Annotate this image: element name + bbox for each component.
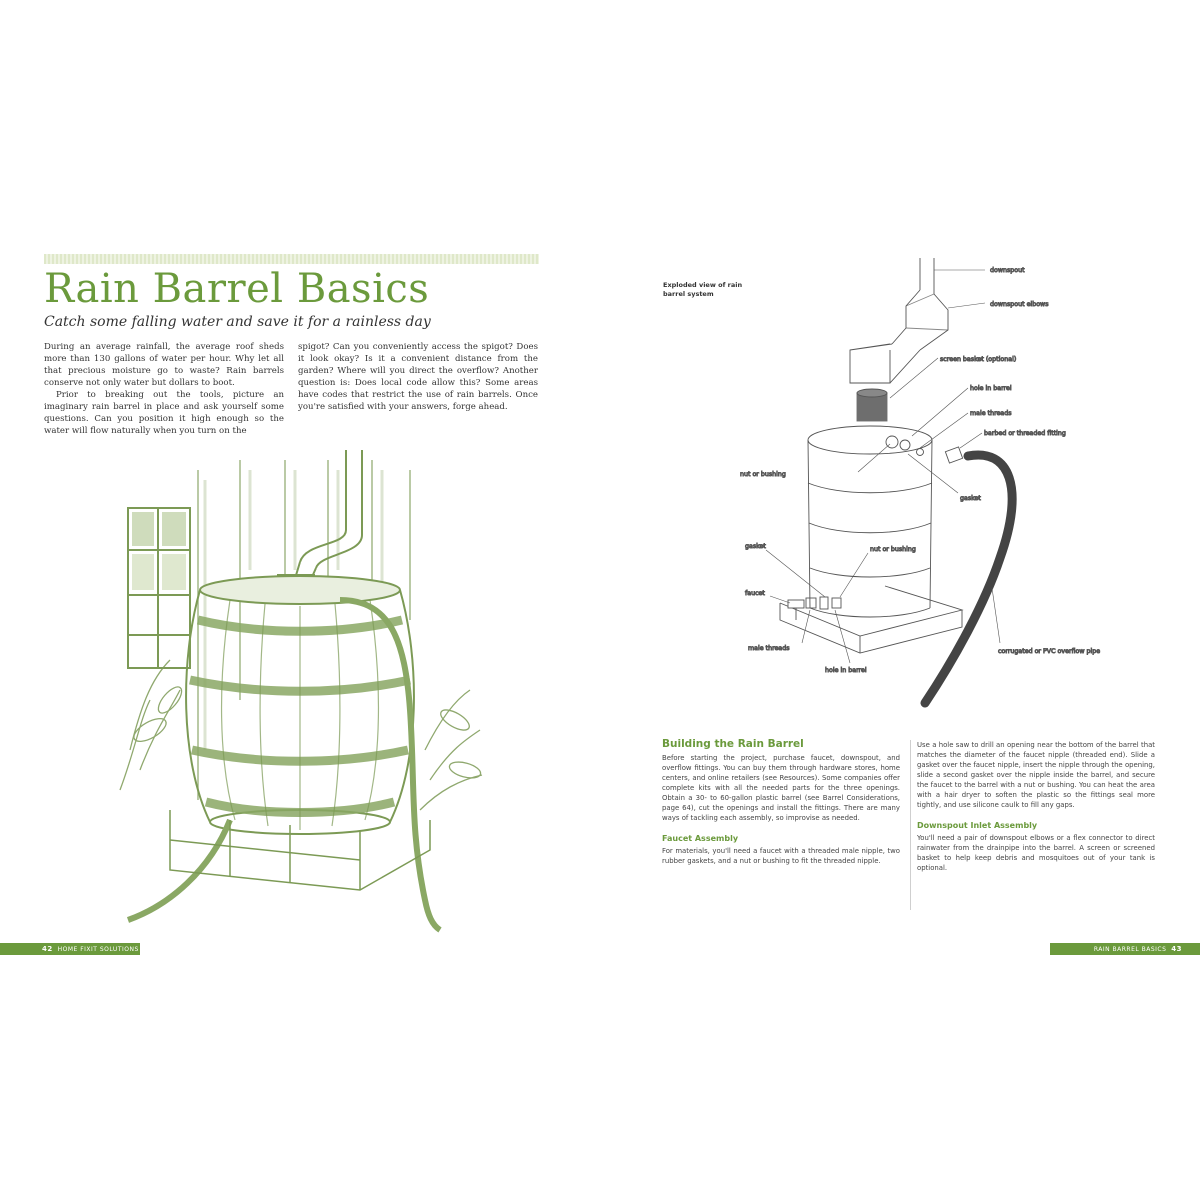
downspout-inlet-text: You'll need a pair of downspout elbows or a flex connector to direct rainwater from the drainpipe into the barrel. A screen or screened basket to help keep debris and mosquitoes out of your tank is optional. bbox=[917, 834, 1155, 872]
footer-left bbox=[42, 943, 139, 955]
intro-column-2 bbox=[298, 341, 538, 413]
diagram-barrel bbox=[808, 426, 932, 617]
intro-column-1 bbox=[44, 341, 284, 437]
rain-barrel-illustration bbox=[110, 450, 490, 936]
label-male-threads-bottom: male threads bbox=[748, 645, 790, 652]
instructions-column-2 bbox=[917, 740, 1155, 873]
building-heading: Building the Rain Barrel bbox=[662, 738, 804, 750]
diagram-screen-basket bbox=[857, 389, 887, 421]
label-gasket-right: gasket bbox=[960, 495, 981, 502]
page-number-left: 42 bbox=[42, 945, 53, 953]
diagram-downspout bbox=[850, 258, 948, 383]
faucet-assembly-heading: Faucet Assembly bbox=[662, 834, 739, 843]
plants bbox=[120, 660, 482, 810]
label-overflow-pipe: corrugated or PVC overflow pipe bbox=[998, 648, 1101, 655]
label-male-threads-top: male threads bbox=[970, 410, 1012, 417]
instructions-column-1 bbox=[662, 737, 900, 866]
page-number-right: 43 bbox=[1171, 945, 1182, 953]
downspout-inlet-heading: Downspout Inlet Assembly bbox=[917, 821, 1038, 830]
footer-title-right: RAIN BARREL BASICS bbox=[1093, 946, 1167, 953]
label-screen-basket: screen basket (optional) bbox=[940, 356, 1017, 363]
faucet-steps-text: Use a hole saw to drill an opening near the bottom of the barrel that matches the diameter of the faucet nipple (threaded end). Slide a gasket over the faucet nipple, insert the nipple through the opening, slide a second gasket over the nipple inside the barrel, and secure the faucet to the barrel with a nut or bushing. You can heat the area with a hair dryer to soften the plastic so the fittings seal more tightly, and use silicone caulk to fill any gaps. bbox=[917, 741, 1155, 809]
label-barbed-fitting: barbed or threaded fitting bbox=[984, 430, 1066, 437]
page-title: Rain Barrel Basics bbox=[44, 266, 430, 312]
label-nut-or-bushing-mid: nut or bushing bbox=[870, 546, 916, 553]
diagram-faucet bbox=[788, 597, 841, 620]
label-hole-in-barrel-bottom: hole in barrel bbox=[825, 667, 867, 674]
label-downspout-elbows: downspout elbows bbox=[990, 301, 1049, 308]
window bbox=[128, 508, 190, 668]
diagram-stand bbox=[780, 586, 962, 653]
column-divider bbox=[910, 740, 911, 910]
footer-right bbox=[1094, 943, 1182, 955]
intro-paragraph-2: Prior to breaking out the tools, picture an imaginary rain barrel in place and ask yourself some questions. Can you position it high enough so the water will flow naturally when you turn on the bbox=[44, 390, 284, 436]
label-gasket-left: gasket bbox=[745, 543, 766, 550]
label-nut-or-bushing-left: nut or bushing bbox=[740, 471, 786, 478]
faucet-assembly-text: For materials, you'll need a faucet with a threaded male nipple, two rubber gaskets, and a nut or bushing to fit the threaded nipple. bbox=[662, 847, 900, 865]
title-stripe bbox=[44, 254, 539, 264]
building-text: Before starting the project, purchase faucet, downspout, and overflow fittings. You can buy them through hardware stores, home centers, and online retailers (see Resources). Some companies offer complete kits with all the needed parts for the three openings. Obtain a 30- to 60-gallon plastic barrel (see Barrel Considerations, page 64), cut the openings and install the fittings. There are many ways of tackling each assembly, so improvise as needed. bbox=[662, 754, 900, 822]
label-hole-in-barrel-top: hole in barrel bbox=[970, 385, 1012, 392]
intro-paragraph-1: During an average rainfall, the average roof sheds more than 130 gallons of water per hour. Why let all that precious moisture go to waste? Rain barrels conserve not only water but dollars to boot. bbox=[44, 342, 284, 388]
label-downspout: downspout bbox=[990, 267, 1025, 274]
label-faucet: faucet bbox=[745, 590, 765, 597]
intro-paragraph-3: spigot? Can you conveniently access the spigot? Does it look okay? Is it a convenient distance from the garden? Where will you direct the overflow? Another question is: Does local code allow this? Some areas have codes that restrict the use of rain barrels. Once you're satisfied with your answers, forge ahead. bbox=[298, 342, 538, 412]
diagram-overflow-pipe bbox=[925, 447, 1012, 703]
page-subtitle: Catch some falling water and save it for a rainless day bbox=[44, 314, 431, 330]
downspout bbox=[278, 450, 362, 597]
footer-title-left: HOME FIXIT SOLUTIONS bbox=[57, 946, 139, 953]
diagram-caption: Exploded view of rain barrel system bbox=[663, 281, 743, 298]
exploded-view-diagram bbox=[740, 258, 1101, 708]
